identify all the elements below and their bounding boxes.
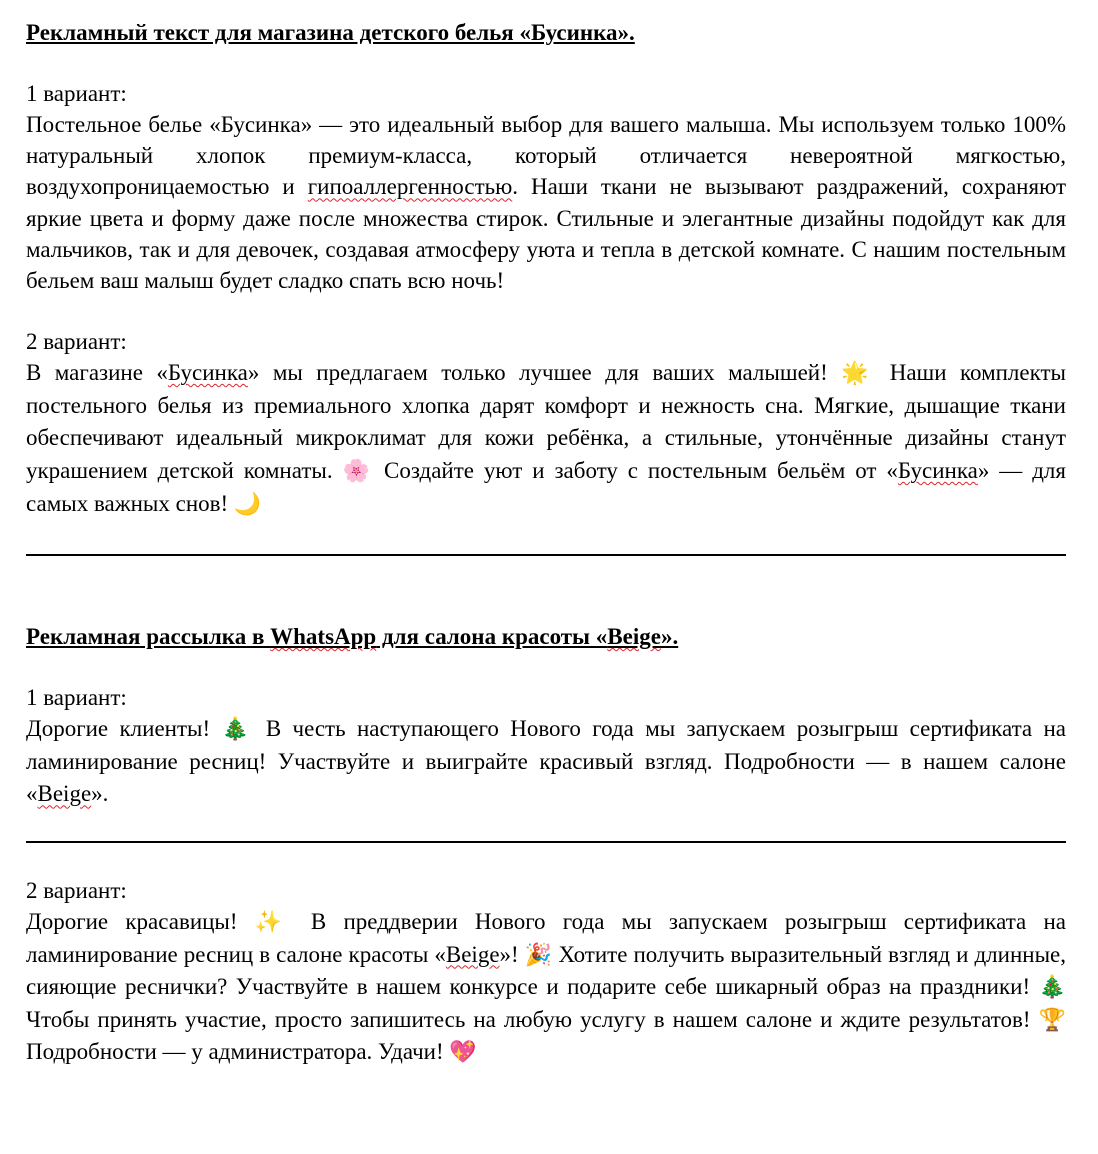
section1-v1-label: 1 вариант: [26, 81, 127, 106]
party-popper-icon: 🎉 [524, 942, 553, 968]
section1-v2-text-d: Создайте уют и заботу с постельным бельём от « [374, 458, 898, 483]
section2-v1-text-b: В честь наступающего Нового года мы запускаем розыгрыш сертификата на ламинирование ресниц! Участвуйте и выиграйте красивый взгляд. Подробности — в нашем салоне « [26, 716, 1066, 807]
document-page [26, 14, 1066, 1069]
flower-icon: 🌸 [342, 459, 375, 484]
spacer [26, 296, 1066, 326]
spacer [26, 656, 1066, 682]
section1-heading [26, 14, 1066, 52]
section2-heading-text-a: Рекламная рассылка в [26, 624, 271, 650]
sparkles-icon: ✨ [254, 909, 294, 935]
section2-heading-brand-2: Beige [607, 624, 661, 650]
section2-heading-text-b: для салона красоты « [376, 624, 608, 650]
spacer [26, 520, 1066, 554]
section2-v2-label: 2 вариант: [26, 877, 127, 903]
spacer [26, 811, 1066, 841]
section1-v2-paragraph [26, 357, 1066, 520]
section1-v1-text-c: . Наши ткани не вызывают раздражений, сохраняют яркие цвета и форму даже после множества стирок. Стильные и элегантные дизайны подойдут как для мальчиков, так и для девочек, создавая атмосферу уюта и тепла в детской комнате. С нашим постельным бельем ваш малыш будет сладко спать всю ночь! [26, 174, 1067, 294]
section1-v2-label: 2 вариант: [26, 329, 127, 355]
spacer [26, 556, 1066, 618]
section2-v2-text-e: Чтобы принять участие, просто запишитесь на любую услугу в нашем салоне и ждите результатов! [26, 1006, 1039, 1032]
sparkling-heart-icon: 💖 [449, 1040, 477, 1066]
section2-v2-paragraph [26, 906, 1066, 1069]
spacer [26, 843, 1066, 875]
section1-v1-paragraph [26, 109, 1066, 296]
section1-heading-text: Рекламный текст для магазина детского белья «Бусинка». [26, 20, 635, 45]
section1-v1-text-a: Постельное белье «Бусинка» — это идеальный выбор для вашего малыша. Мы используем только 100% натуральный хлопок премиум-класса, который отличается невероятной мягкостью, воздухопроницаемостью и [26, 112, 1066, 200]
christmas-tree-icon: 🎄 [1038, 975, 1066, 1001]
moon-icon: 🌙 [233, 491, 262, 517]
section2-v1-brand: Beige [37, 781, 92, 807]
section2-v1-text-c: ». [91, 781, 109, 807]
section2-v2-brand: Beige [445, 941, 500, 967]
section1-v2-text-c: Наши комплекты постельного белья из премиального хлопка дарят комфорт и нежность сна. Мягкие, дышащие ткани обеспечивают идеальный микроклимат для кожи ребёнка, а стильные, утончённые дизайны станут украшением детской комнаты. [26, 360, 1066, 483]
section2-v2-text-d: Хотите получить выразительный взгляд и длинные, сияющие реснички? Участвуйте в нашем конкурсе и подарите себе шикарный образ на праздники! [26, 941, 1066, 1000]
section2-v2-text-a: Дорогие красавицы! [26, 908, 255, 934]
section2-v1-paragraph [26, 713, 1066, 811]
section1-v1-misspelled-word: гипоаллергенностью [307, 174, 513, 200]
section2-heading-text-c: ». [660, 624, 679, 650]
section1-v2-text-b: » мы предлагаем только лучшее для ваших малышей! [247, 360, 842, 386]
section1-v2-brand: Бусинка [167, 360, 248, 386]
section2-v2-text-c: »! [499, 941, 525, 967]
section2-heading-brand: WhatsApp [270, 624, 377, 650]
section2-v1-text-a: Дорогие клиенты! [26, 716, 222, 742]
trophy-icon: 🏆 [1038, 1007, 1066, 1033]
christmas-tree-icon: 🎄 [221, 717, 255, 743]
spacer [26, 52, 1066, 78]
section1-v2-text-e: » — для самых важных снов! [26, 458, 1066, 516]
star-icon: 🌟 [841, 361, 877, 387]
section1-v2-brand-2: Бусинка [897, 458, 978, 483]
section2-heading [26, 618, 1066, 656]
section2-v1-label: 1 вариант: [26, 685, 127, 711]
section1-v2-text-a: В магазине « [26, 360, 168, 386]
section2-v2-text-b: В преддверии Нового года мы запускаем розыгрыш сертификата на ламинирование ресниц в салоне красоты « [26, 908, 1066, 967]
section2-v2-text-f: Подробности — у администратора. Удачи! [26, 1039, 450, 1065]
